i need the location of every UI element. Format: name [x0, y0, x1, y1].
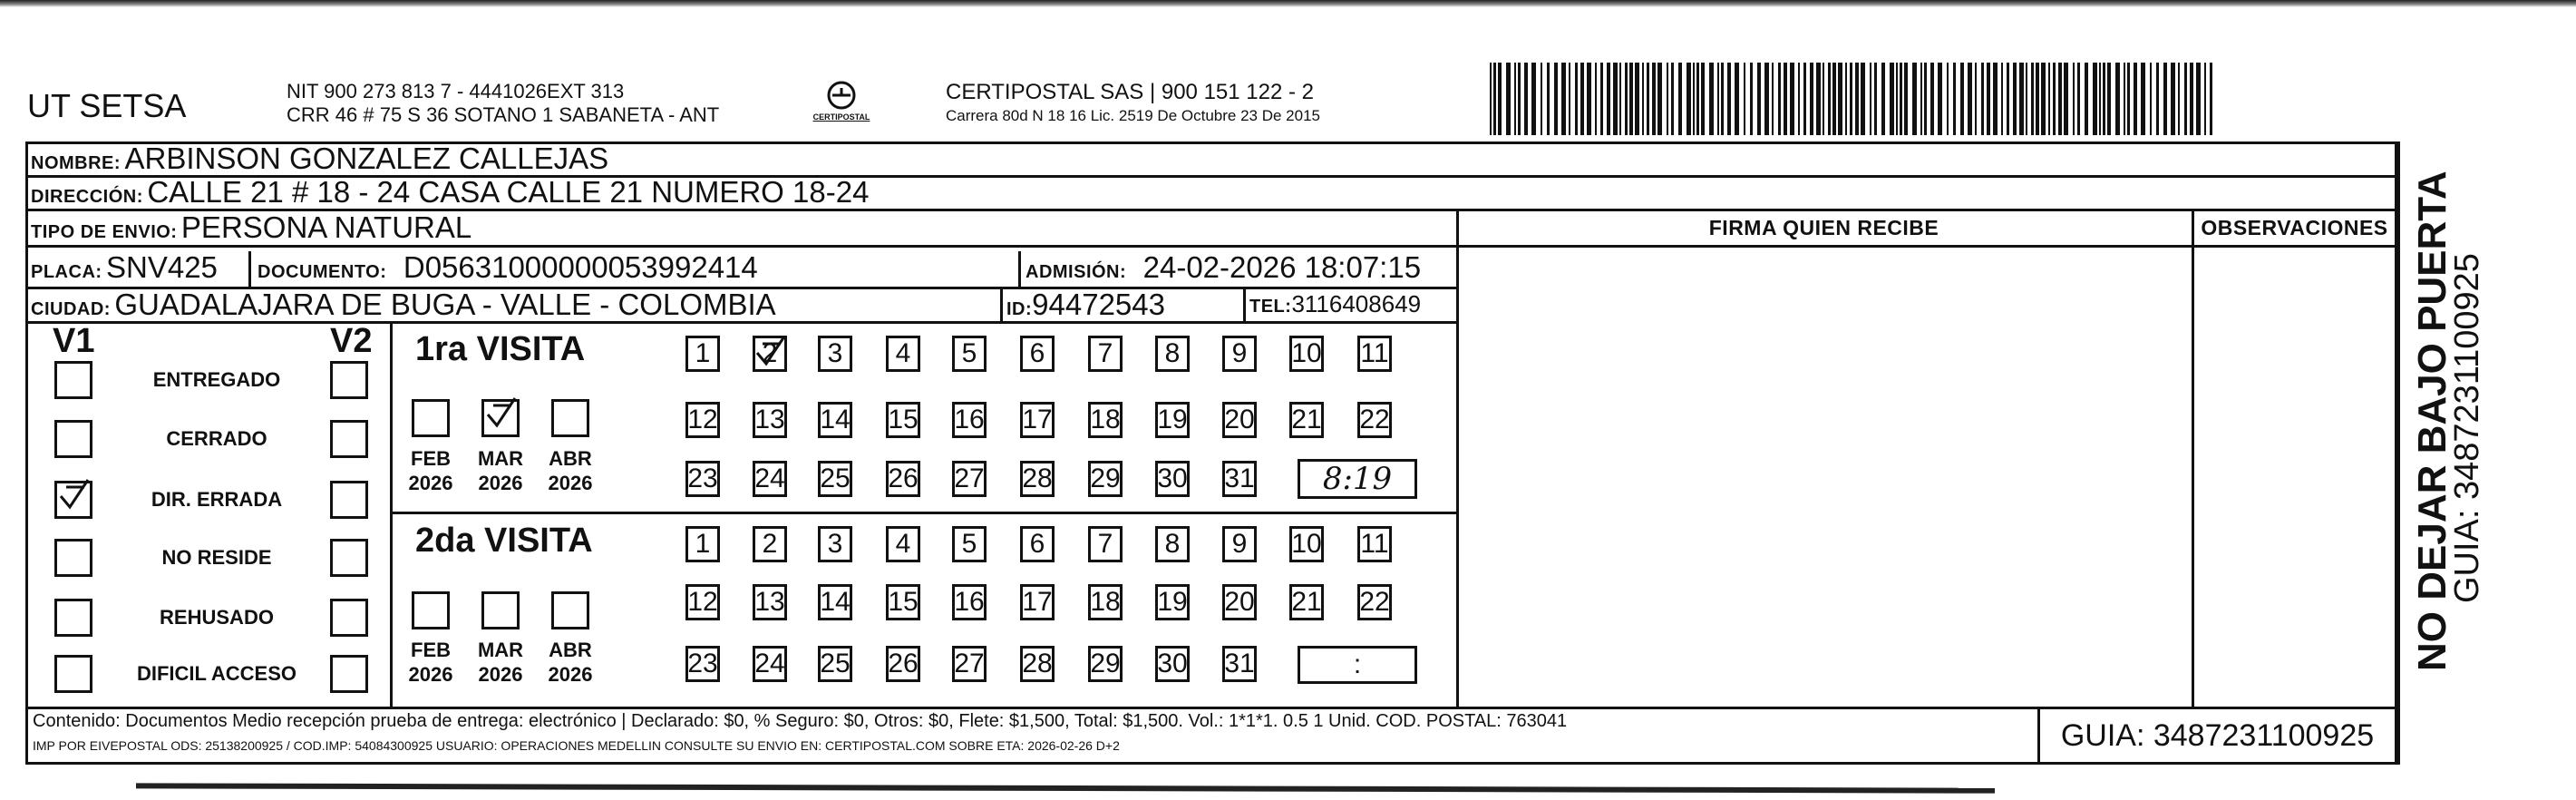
barcode-bar [2053, 63, 2056, 135]
barcode-bar [2099, 63, 2101, 135]
barcode-bar [1657, 63, 1662, 135]
visit2-month-label [473, 638, 528, 687]
admision-row [1026, 250, 1421, 285]
barcode-bar [1687, 63, 1691, 135]
visit1-day-31[interactable]: 31 [1222, 461, 1257, 497]
visit2-month-checkbox[interactable] [551, 591, 589, 629]
visit1-month-checkbox[interactable] [551, 399, 589, 437]
visit2-day-5[interactable]: 5 [952, 526, 987, 562]
rule [390, 512, 1456, 514]
visit1-month-label [543, 446, 598, 495]
visit1-day-3[interactable]: 3 [818, 336, 852, 372]
barcode-bar [1900, 63, 1902, 135]
visit1-day-1[interactable]: 1 [685, 336, 720, 372]
certipostal-logo [810, 78, 873, 129]
barcode-bar [1874, 63, 1877, 135]
scan-edge-bottom [136, 783, 1995, 793]
visit2-day-29[interactable]: 29 [1088, 646, 1123, 682]
barcode-bar [1635, 63, 1639, 135]
visit2-day-26[interactable]: 26 [886, 646, 920, 682]
v2-checkbox[interactable] [330, 361, 368, 399]
rule [2192, 209, 2194, 707]
barcode-bar [1904, 63, 1908, 135]
barcode-bar [1861, 63, 1865, 135]
side-guia: GUIA: 3487231100925 [2448, 253, 2486, 603]
nit-line: NIT 900 273 813 7 - 4441026EXT 313 [287, 80, 625, 102]
barcode-bar [1554, 63, 1558, 135]
visit1-day-21[interactable]: 21 [1289, 402, 1324, 438]
direccion-value: CALLE 21 # 18 - 24 CASA CALLE 21 NUMERO 18-24 [147, 175, 870, 209]
admision-value: 24-02-2026 18:07:15 [1142, 250, 1422, 284]
barcode-bar [1696, 63, 1699, 135]
barcode-bar [1828, 63, 1831, 135]
barcode-bar [1629, 63, 1633, 135]
visit1-day-26[interactable]: 26 [886, 461, 920, 497]
visit1-day-15[interactable]: 15 [886, 402, 920, 438]
barcode-bar [1975, 63, 1977, 135]
barcode-bar [1930, 63, 1934, 135]
visit2-day-31[interactable]: 31 [1222, 646, 1257, 682]
visit2-day-18[interactable]: 18 [1088, 584, 1123, 620]
admision-label: ADMISIÓN: [1026, 262, 1127, 282]
visit1-day-7[interactable]: 7 [1088, 336, 1123, 372]
visit2-day-20[interactable]: 20 [1222, 584, 1257, 620]
company-address: CRR 46 # 75 S 36 SOTANO 1 SABANETA - ANT [287, 103, 720, 126]
id-label: ID: [1006, 299, 1033, 319]
barcode-bar [1506, 63, 1511, 135]
barcode-bar [1744, 63, 1745, 135]
barcode-bar [1968, 63, 1972, 135]
ciudad-row [31, 288, 776, 322]
barcode-bar [2085, 63, 2088, 135]
v1-checkbox[interactable] [54, 655, 92, 693]
barcode-bar [1960, 63, 1964, 135]
rule [25, 707, 2397, 709]
visit2-time-box[interactable]: : [1298, 646, 1417, 684]
visit1-day-30[interactable]: 30 [1155, 461, 1190, 497]
ciudad-label: CIUDAD: [31, 299, 111, 319]
barcode-bar [2184, 63, 2187, 135]
rule [1243, 287, 1246, 321]
nombre-label: NOMBRE: [31, 153, 122, 173]
status-label: DIFICIL ACCESO [136, 662, 296, 685]
v1-checkbox[interactable] [54, 481, 92, 519]
certipostal-title: CERTIPOSTAL SAS | 900 151 122 - 2 [946, 80, 1314, 104]
barcode-bar [2127, 63, 2130, 135]
rule [2192, 245, 2397, 248]
visit2-day-24[interactable]: 24 [753, 646, 787, 682]
barcode-bar [2103, 63, 2105, 135]
visit2-day-8[interactable]: 8 [1155, 526, 1190, 562]
check-mark-icon [57, 476, 93, 512]
barcode-bar [2026, 63, 2027, 135]
barcode-bar [2204, 63, 2206, 135]
visit2-month-checkbox[interactable] [412, 591, 450, 629]
barcode-bar [1721, 63, 1724, 135]
check-mark-icon [484, 395, 520, 431]
v1-checkbox[interactable] [54, 599, 92, 637]
barcode-bar [2171, 63, 2175, 135]
contenido-line: Contenido: Documentos Medio recepción prueba de entrega: electrónico | Declarado: $0, % Seguro: $0, Otros: $0, Flete: $1,500, Total: $1,500. Vol.: 1*1*1. 0.5 1 Unid. COD. POSTAL: 763041 [33, 711, 1568, 731]
visit2-day-9[interactable]: 9 [1222, 526, 1257, 562]
imp-line: IMP POR EIVEPOSTAL ODS: 25138200925 / COD.IMP: 54084300925 USUARIO: OPERACIONES MEDELLIN CONSULTE SU ENVIO EN: CERTIPOSTAL.COM SOBRE ETA: 2026-02-26 D+2 [33, 738, 1120, 753]
visit1-day-6[interactable]: 6 [1020, 336, 1055, 372]
barcode-bar [2190, 63, 2193, 135]
barcode-bar [1625, 63, 1628, 135]
visit1-day-22[interactable]: 22 [1357, 402, 1392, 438]
visit1-day-25[interactable]: 25 [818, 461, 852, 497]
visit2-month-label [543, 638, 598, 687]
company-name: UT SETSA [27, 87, 187, 124]
barcode-bar [1750, 63, 1753, 135]
visit2-month-checkbox[interactable] [481, 591, 520, 629]
barcode-bar [1709, 63, 1714, 135]
v1-checkbox[interactable] [54, 361, 92, 399]
id-row [1006, 288, 1165, 322]
visit2-day-6[interactable]: 6 [1020, 526, 1055, 562]
visit2-day-30[interactable]: 30 [1155, 646, 1190, 682]
barcode-bar [1772, 63, 1774, 135]
barcode-bar [2163, 63, 2167, 135]
placa-label: PLACA: [31, 262, 102, 282]
barcode [1490, 63, 2215, 135]
barcode-bar [2093, 63, 2097, 135]
visit2-day-27[interactable]: 27 [952, 646, 987, 682]
visit1-day-5[interactable]: 5 [952, 336, 987, 372]
observaciones-header: OBSERVACIONES [2201, 216, 2388, 239]
visit2-day-12[interactable]: 12 [685, 584, 720, 620]
v2-checkbox[interactable] [330, 539, 368, 577]
barcode-bar [1838, 63, 1842, 135]
barcode-bar [2001, 63, 2003, 135]
barcode-bar [2058, 63, 2062, 135]
visit2-day-16[interactable]: 16 [952, 584, 987, 620]
month-year: 2026 [478, 472, 523, 494]
visit1-day-17[interactable]: 17 [1020, 402, 1055, 438]
visit1-day-29[interactable]: 29 [1088, 461, 1123, 497]
visit1-month-checkbox[interactable] [412, 399, 450, 437]
barcode-bar [1981, 63, 1984, 135]
visit2-day-28[interactable]: 28 [1020, 646, 1055, 682]
v1-checkbox[interactable] [54, 420, 92, 458]
barcode-bar [2041, 63, 2046, 135]
barcode-bar [1493, 63, 1496, 135]
barcode-bar [1803, 63, 1806, 135]
barcode-bar [1652, 63, 1656, 135]
v1-checkbox[interactable] [54, 539, 92, 577]
barcode-bar [2141, 63, 2145, 135]
barcode-bar [1490, 63, 1492, 135]
id-value: 94472543 [1032, 288, 1165, 321]
barcode-bar [1561, 63, 1566, 135]
month-year: 2026 [548, 472, 593, 494]
visit2-day-13[interactable]: 13 [753, 584, 787, 620]
visit2-day-25[interactable]: 25 [818, 646, 852, 682]
month-name: MAR [477, 639, 524, 661]
barcode-bar [1575, 63, 1578, 135]
no-dejar-bajo-puerta: NO DEJAR BAJO PUERTA [2410, 171, 2454, 671]
barcode-bar [1890, 63, 1894, 135]
barcode-bar [2107, 63, 2111, 135]
barcode-bar [1855, 63, 1859, 135]
visit2-title: 2da VISITA [415, 522, 593, 560]
visit2-day-7[interactable]: 7 [1088, 526, 1123, 562]
tel-row [1249, 290, 1421, 318]
visit2-day-2[interactable]: 2 [753, 526, 787, 562]
barcode-bar [2077, 63, 2080, 135]
status-label: DIR. ERRADA [151, 488, 283, 511]
visit2-day-22[interactable]: 22 [1357, 584, 1392, 620]
barcode-bar [1613, 63, 1618, 135]
v2-checkbox[interactable] [330, 655, 368, 693]
barcode-bar [1647, 63, 1649, 135]
barcode-bar [2156, 63, 2159, 135]
barcode-bar [1920, 63, 1922, 135]
placa-row [31, 250, 218, 285]
barcode-bar [2064, 63, 2068, 135]
visit2-day-19[interactable]: 19 [1155, 584, 1190, 620]
rule [1018, 251, 1021, 287]
visit2-month-label [403, 638, 458, 687]
barcode-bar [1701, 63, 1705, 135]
visit1-day-23[interactable]: 23 [685, 461, 720, 497]
direccion-row [31, 175, 869, 210]
status-label: NO RESIDE [161, 546, 272, 569]
rule [390, 321, 393, 707]
visit1-title: 1ra VISITA [415, 330, 586, 368]
month-year: 2026 [408, 663, 453, 686]
month-year: 2026 [478, 663, 523, 686]
rule [1456, 209, 1459, 707]
barcode-bar [1810, 63, 1813, 135]
v2-checkbox[interactable] [330, 599, 368, 637]
barcode-bar [1514, 63, 1516, 135]
visit2-day-11[interactable]: 11 [1357, 526, 1392, 562]
tipo-label: TIPO DE ENVIO: [31, 222, 178, 242]
barcode-bar [1845, 63, 1847, 135]
v2-checkbox[interactable] [330, 420, 368, 458]
barcode-bar [1541, 63, 1542, 135]
barcode-bar [2134, 63, 2137, 135]
visit2-day-15[interactable]: 15 [886, 584, 920, 620]
barcode-bar [1870, 63, 1871, 135]
month-name: ABR [549, 447, 592, 470]
barcode-bar [1947, 63, 1949, 135]
v2-label: V2 [330, 322, 373, 360]
day-number: 2 [762, 338, 778, 368]
barcode-bar [2073, 63, 2075, 135]
barcode-bar [1671, 63, 1674, 135]
visit1-day-11[interactable]: 11 [1357, 336, 1392, 372]
firma-header: FIRMA QUIEN RECIBE [1708, 216, 1939, 239]
footer-guia: GUIA: 3487231100925 [2060, 718, 2375, 753]
barcode-bar [2031, 63, 2034, 135]
rule [1000, 287, 1003, 321]
barcode-bar [1569, 63, 1570, 135]
month-year: 2026 [548, 663, 593, 686]
month-name: FEB [411, 639, 451, 661]
documento-label: DOCUMENTO: [258, 262, 387, 282]
visit2-day-1[interactable]: 1 [685, 526, 720, 562]
visit1-day-19[interactable]: 19 [1155, 402, 1190, 438]
barcode-bar [1896, 63, 1898, 135]
visit2-day-23[interactable]: 23 [685, 646, 720, 682]
barcode-bar [2115, 63, 2120, 135]
barcode-bar [1757, 63, 1761, 135]
month-name: ABR [549, 639, 592, 661]
barcode-bar [1924, 63, 1927, 135]
barcode-bar [1693, 63, 1695, 135]
visit2-day-4[interactable]: 4 [886, 526, 920, 562]
visit1-day-20[interactable]: 20 [1222, 402, 1257, 438]
barcode-bar [1498, 63, 1502, 135]
visit1-day-13[interactable]: 13 [753, 402, 787, 438]
visit1-day-14[interactable]: 14 [818, 402, 852, 438]
visit1-month-checkbox[interactable] [481, 399, 520, 437]
barcode-bar [1587, 63, 1591, 135]
barcode-bar [1881, 63, 1885, 135]
visit2-day-21[interactable]: 21 [1289, 584, 1324, 620]
barcode-bar [1531, 63, 1536, 135]
tipo-row [31, 210, 471, 245]
barcode-bar [1912, 63, 1917, 135]
barcode-bar [1938, 63, 1942, 135]
barcode-bar [1619, 63, 1621, 135]
visit1-month-label [403, 446, 458, 495]
tipo-value: PERSONA NATURAL [180, 210, 472, 244]
visit2-day-10[interactable]: 10 [1289, 526, 1324, 562]
placa-value: SNV425 [106, 250, 218, 284]
barcode-bar [1678, 63, 1682, 135]
status-label: ENTREGADO [152, 368, 281, 391]
barcode-bar [2178, 63, 2180, 135]
scan-edge-top [0, 0, 2576, 7]
barcode-bar [1547, 63, 1550, 135]
visit1-day-28[interactable]: 28 [1020, 461, 1055, 497]
visit2-day-17[interactable]: 17 [1020, 584, 1055, 620]
rule [25, 245, 1456, 248]
tel-label: TEL: [1249, 297, 1292, 317]
barcode-bar [1717, 63, 1719, 135]
barcode-bar [2007, 63, 2009, 135]
status-label: REHUSADO [160, 606, 274, 629]
tel-value: 3116408649 [1291, 290, 1422, 317]
barcode-bar [2036, 63, 2039, 135]
barcode-bar [1798, 63, 1800, 135]
v1-label: V1 [53, 322, 95, 360]
barcode-bar [1953, 63, 1956, 135]
barcode-bar [1595, 63, 1597, 135]
barcode-bar [1524, 63, 1528, 135]
ciudad-value: GUADALAJARA DE BUGA - VALLE - COLOMBIA [114, 288, 776, 321]
barcode-bar [1667, 63, 1668, 135]
rule [248, 251, 251, 287]
status-label: CERRADO [166, 427, 267, 450]
barcode-bar [1832, 63, 1836, 135]
month-year: 2026 [408, 472, 453, 494]
barcode-bar [1735, 63, 1739, 135]
barcode-bar [2196, 63, 2201, 135]
observaciones-area[interactable] [2197, 250, 2391, 704]
visit1-day-12[interactable]: 12 [685, 402, 720, 438]
barcode-bar [2150, 63, 2152, 135]
barcode-bar [1823, 63, 1824, 135]
v2-checkbox[interactable] [330, 481, 368, 519]
visit1-day-10[interactable]: 10 [1289, 336, 1324, 372]
barcode-bar [2210, 63, 2212, 135]
visit1-day-27[interactable]: 27 [952, 461, 987, 497]
barcode-bar [1778, 63, 1781, 135]
barcode-bar [1764, 63, 1769, 135]
visit2-day-3[interactable]: 3 [818, 526, 852, 562]
barcode-bar [1816, 63, 1821, 135]
documento-row [258, 250, 758, 285]
visit1-day-8[interactable]: 8 [1155, 336, 1190, 372]
visit1-day-18[interactable]: 18 [1088, 402, 1123, 438]
barcode-bar [1790, 63, 1794, 135]
certipostal-license: Carrera 80d N 18 16 Lic. 2519 De Octubre 23 De 2015 [946, 107, 1320, 124]
check-mark-icon [753, 333, 790, 369]
documento-value: D05631000000053992414 [403, 250, 758, 284]
barcode-bar [1993, 63, 1998, 135]
nombre-value: ARBINSON GONZALEZ CALLEJAS [124, 141, 609, 175]
visit2-day-14[interactable]: 14 [818, 584, 852, 620]
barcode-bar [1600, 63, 1603, 135]
barcode-bar [2019, 63, 2024, 135]
barcode-bar [2124, 63, 2125, 135]
barcode-bar [1518, 63, 1521, 135]
visit1-day-16[interactable]: 16 [952, 402, 987, 438]
visit1-time-box[interactable]: 8:19 [1298, 459, 1417, 499]
barcode-bar [1642, 63, 1644, 135]
barcode-bar [1727, 63, 1731, 135]
barcode-bar [1987, 63, 1990, 135]
barcode-bar [1784, 63, 1787, 135]
logo-text: CERTIPOSTAL [812, 112, 870, 122]
month-name: FEB [411, 447, 451, 470]
barcode-bar [2048, 63, 2050, 135]
barcode-bar [2013, 63, 2017, 135]
barcode-bar [1850, 63, 1852, 135]
visit1-day-9[interactable]: 9 [1222, 336, 1257, 372]
signature-area[interactable] [1462, 250, 2187, 704]
barcode-bar [1607, 63, 1610, 135]
visit1-day-4[interactable]: 4 [886, 336, 920, 372]
visit1-month-label [473, 446, 528, 495]
month-name: MAR [477, 447, 524, 470]
visit1-day-24[interactable]: 24 [753, 461, 787, 497]
direccion-label: DIRECCIÓN: [31, 187, 143, 207]
barcode-bar [1580, 63, 1584, 135]
nombre-row [31, 141, 608, 176]
visit1-day-2[interactable] [753, 336, 787, 372]
